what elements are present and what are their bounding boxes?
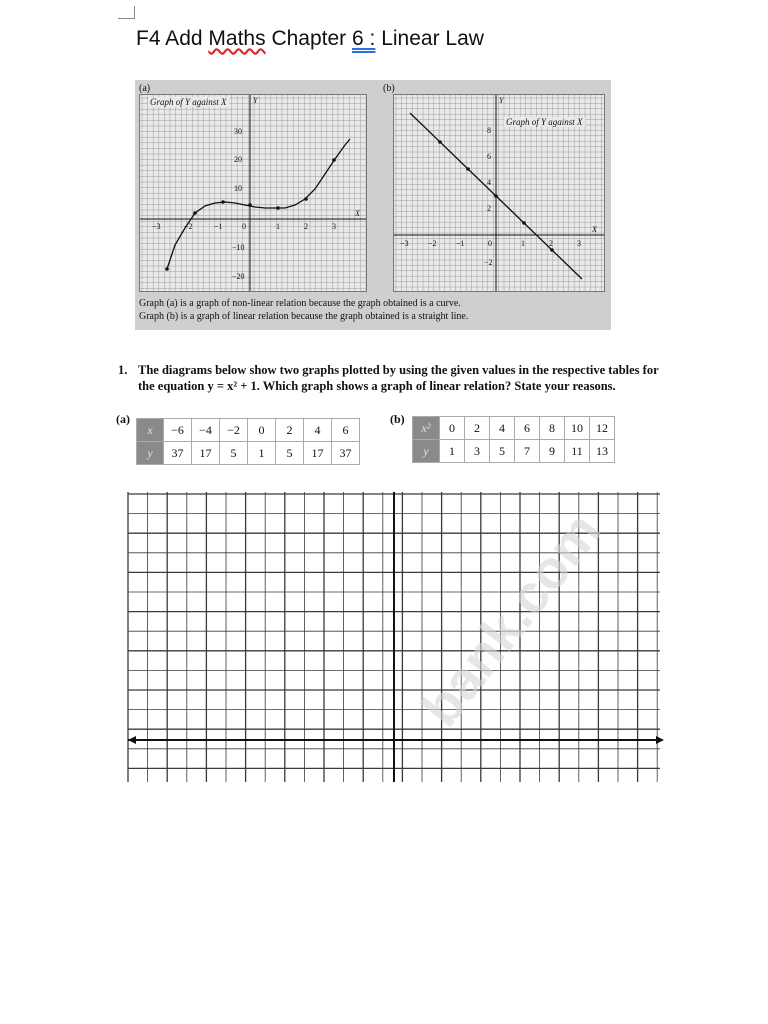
title-chapter: Chapter	[271, 27, 347, 50]
table-cell: 12	[590, 417, 615, 440]
table-row	[413, 417, 615, 440]
title-maths: Maths	[208, 27, 266, 50]
graph-b-origin: 0	[488, 239, 492, 248]
graph-a-y-tick: −20	[232, 272, 245, 281]
graph-a-x-tick: −2	[184, 222, 193, 231]
table-b-header-x: x²	[413, 417, 440, 440]
graph-b-y-tick: 4	[487, 178, 491, 187]
graph-a-y-tick: 20	[234, 155, 242, 164]
table-cell: 1	[248, 442, 276, 465]
graph-a-y-tick: −10	[232, 243, 245, 252]
table-a-label: (a)	[116, 412, 130, 426]
table-cell: −4	[192, 419, 220, 442]
table-b	[412, 416, 615, 463]
graph-b-point	[438, 140, 442, 144]
graph-a-point	[304, 197, 308, 201]
table-b-label: (b)	[390, 412, 405, 426]
question-1	[118, 362, 678, 394]
table-cell: 8	[540, 417, 565, 440]
graph-a-y-tick: 30	[234, 127, 242, 136]
graph-a-point	[221, 200, 225, 204]
graph-a-origin: 0	[242, 222, 246, 231]
graph-b-x-tick: −3	[400, 239, 409, 248]
table-cell: 2	[276, 419, 304, 442]
table-cell: 6	[332, 419, 360, 442]
graph-b-x-tick: 1	[521, 239, 525, 248]
title-number: 6 :	[352, 27, 376, 50]
graph-paper-svg	[118, 490, 668, 784]
graph-a-point	[276, 206, 280, 210]
graph-b-x-tick: 3	[577, 239, 581, 248]
table-cell: 0	[440, 417, 465, 440]
table-cell: 11	[565, 440, 590, 463]
caption-line-2: Graph (b) is a graph of linear relation because the graph obtained is a straight line.	[139, 311, 469, 322]
graph-a-x-tick: 2	[304, 222, 308, 231]
graph-b-point	[522, 221, 526, 225]
table-cell: 5	[490, 440, 515, 463]
title-prefix: F4 Add	[136, 27, 203, 50]
page-corner-mark	[118, 6, 135, 19]
table-a-header-x: x	[137, 419, 164, 442]
table-cell: 37	[332, 442, 360, 465]
table-cell: 1	[440, 440, 465, 463]
graph-a-x-label: X	[355, 209, 360, 218]
graph-a-point	[248, 203, 252, 207]
example-caption	[139, 297, 468, 323]
table-cell: 17	[304, 442, 332, 465]
example-scan	[135, 80, 611, 330]
table-cell: 9	[540, 440, 565, 463]
title-rest: Linear Law	[381, 27, 484, 50]
graph-b-y-tick: −2	[484, 258, 493, 267]
table-cell: 5	[276, 442, 304, 465]
graph-b-x-tick: −2	[428, 239, 437, 248]
graph-b-y-tick: 2	[487, 204, 491, 213]
table-cell: 13	[590, 440, 615, 463]
graph-b-y-label: Y	[499, 96, 504, 105]
graph-a-title: Graph of Y against X	[150, 97, 227, 107]
table-cell: −2	[220, 419, 248, 442]
table-a	[136, 418, 360, 465]
graph-a-svg	[140, 95, 366, 291]
table-cell: 2	[465, 417, 490, 440]
table-cell: 0	[248, 419, 276, 442]
graph-a-curve	[167, 139, 350, 269]
graph-a-point	[332, 158, 336, 162]
graph-b-point	[550, 248, 554, 252]
table-cell: 37	[164, 442, 192, 465]
caption-line-1: Graph (a) is a graph of non-linear relation because the graph obtained is a curve.	[139, 298, 461, 309]
watermark: bank.com	[410, 501, 613, 738]
graph-b-point	[494, 194, 498, 198]
graph-b-y-tick: 8	[487, 126, 491, 135]
graph-a-x-tick: 1	[276, 222, 280, 231]
graph-b-y-tick: 6	[487, 152, 491, 161]
graph-a-x-tick: 3	[332, 222, 336, 231]
table-row	[137, 419, 360, 442]
table-cell: 4	[304, 419, 332, 442]
table-cell: 10	[565, 417, 590, 440]
table-cell: 6	[515, 417, 540, 440]
page-title	[136, 27, 484, 51]
table-cell: 5	[220, 442, 248, 465]
graph-b-label: (b)	[383, 83, 395, 94]
graph-a-y-tick: 10	[234, 184, 242, 193]
table-b-header-y: y	[413, 440, 440, 463]
question-number: 1.	[118, 363, 128, 377]
graph-b-x-tick: 2	[549, 239, 553, 248]
graph-paper	[118, 490, 668, 789]
graph-a-label: (a)	[139, 83, 151, 94]
table-cell: 3	[465, 440, 490, 463]
table-cell: 7	[515, 440, 540, 463]
table-row	[137, 442, 360, 465]
graph-b-x-label: X	[592, 225, 597, 234]
graph-a-x-tick: −3	[152, 222, 161, 231]
graph-a	[139, 94, 367, 292]
table-cell: 4	[490, 417, 515, 440]
x-axis-right-arrow-icon	[656, 736, 664, 744]
graph-a-point	[165, 267, 169, 271]
graph-b	[393, 94, 605, 292]
graph-b-x-tick: −1	[456, 239, 465, 248]
graph-a-point	[193, 211, 197, 215]
x-axis-left-arrow-icon	[128, 736, 136, 744]
graph-a-x-tick: −1	[214, 222, 223, 231]
table-cell: 17	[192, 442, 220, 465]
graph-a-y-label: Y	[253, 96, 258, 105]
question-text: The diagrams below show two graphs plotted by using the given values in the respective tables for the equation y = x² + 1. Which graph shows a graph of linear relation? State your reasons.	[138, 363, 659, 393]
graph-b-title: Graph of Y against X	[506, 117, 583, 127]
table-a-header-y: y	[137, 442, 164, 465]
graph-b-point	[466, 167, 470, 171]
table-row	[413, 440, 615, 463]
table-cell: −6	[164, 419, 192, 442]
